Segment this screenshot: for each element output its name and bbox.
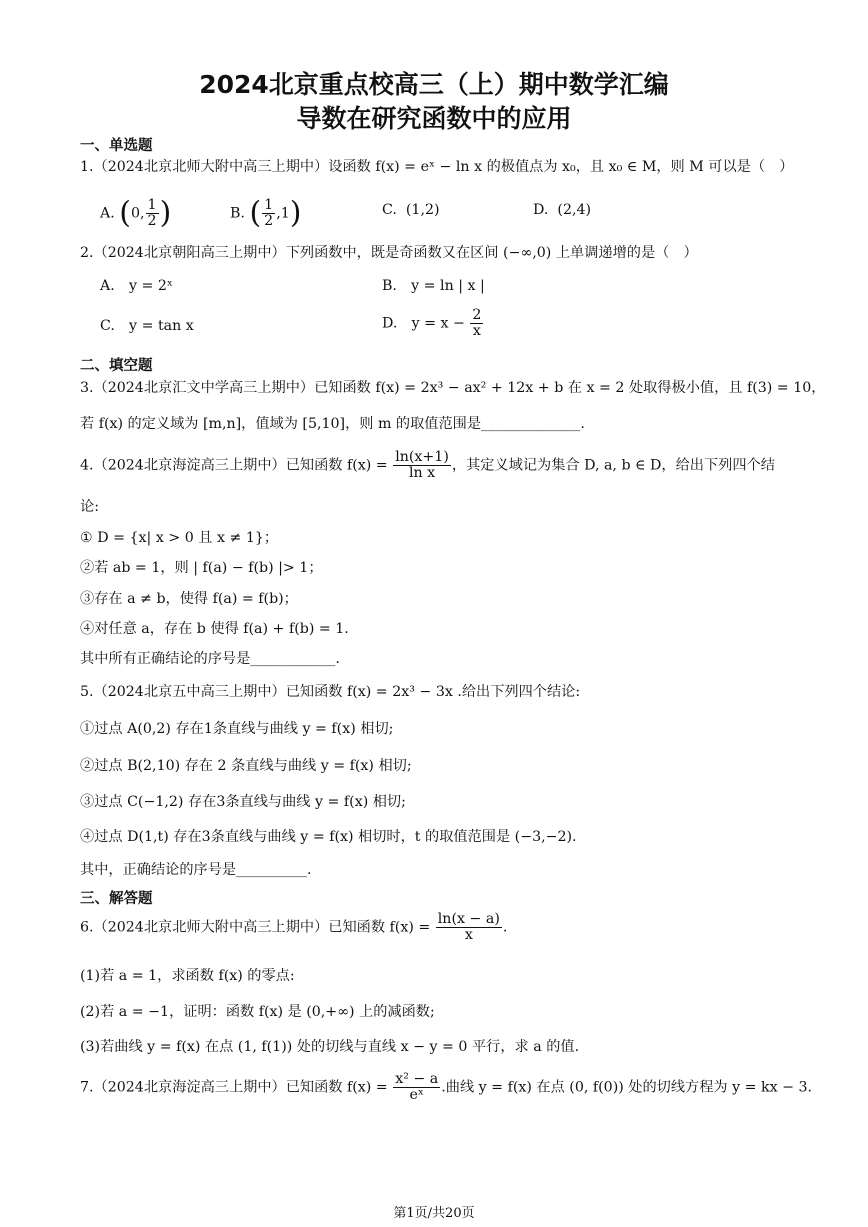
q2-option-a: A. y = 2ˣ bbox=[100, 278, 173, 294]
q5-stem: 5.（2024北京五中高三上期中）已知函数 f(x) = 2x³ − 3x .给出下列四个结论: bbox=[80, 684, 581, 700]
document-title: 2024北京重点校高三（上）期中数学汇编 bbox=[199, 70, 669, 99]
q4-item-1: ① D = {x| x > 0 且 x ≠ 1}； bbox=[80, 530, 279, 546]
q5-item-3: ③过点 C(−1,2) 存在3条直线与曲线 y = f(x) 相切; bbox=[80, 794, 406, 810]
q4-end: 其中所有正确结论的序号是____________. bbox=[80, 651, 340, 667]
q1-option-c: C. (1,2) bbox=[382, 202, 440, 218]
q6-stem: 6.（2024北京北师大附中高三上期中）已知函数 f(x) = $\frac{\ln(x - a)}{x}$ . bbox=[80, 911, 508, 943]
q1-option-a: A. (0, $\frac{1}{2}$ ) bbox=[100, 195, 172, 231]
q2-option-c: C. y = tan x bbox=[100, 318, 194, 334]
q7-stem: 7.（2024北京海淀高三上期中）已知函数 f(x) = $\frac{\text{x² − a}}{\text{eˣ}}$ .曲线 y = f(x) 在点 (0, f(0)) 处的切线方程为 y = kx − 3. bbox=[80, 1071, 813, 1103]
q6-part-3: (3)若曲线 y = f(x) 在点 (1, f(1)) 处的切线与直线 x − y = 0 平行，求 a 的值. bbox=[80, 1039, 580, 1055]
q3-line2: 若 f(x) 的定义域为 [m,n]，值域为 [5,10]，则 m 的取值范围是______________. bbox=[80, 416, 585, 432]
q4-item-4: ④对任意 a，存在 b 使得 f(a) + f(b) = 1. bbox=[80, 621, 349, 637]
document-subtitle: 导数在研究函数中的应用 bbox=[296, 104, 572, 133]
q2-option-d: D. y = x − $\frac{2}{x}$ bbox=[382, 307, 482, 339]
q4-stem: 4.（2024北京海淀高三上期中）已知函数 f(x) = $\frac{\ln(x+1)}{\text{ln x}}$ ，其定义域记为集合 D, a, b ∈ D，给出下列四个结 bbox=[80, 449, 775, 481]
q3-line1: 3.（2024北京汇文中学高三上期中）已知函数 f(x) = 2x³ − ax² + 12x + b 在 x = 2 处取得极小值，且 f(3) = 10， bbox=[80, 380, 826, 396]
q1-option-b: B. ( $\frac{1}{2}$ ,1) bbox=[230, 195, 302, 231]
q1-option-d: D. (2,4) bbox=[533, 202, 592, 218]
section-fill-blank: 二、填空题 bbox=[80, 358, 153, 374]
section-answer: 三、解答题 bbox=[80, 891, 153, 907]
q4-cont: 论: bbox=[80, 499, 99, 515]
page-number: 第1页/共20页 bbox=[393, 1206, 475, 1221]
section-single-choice: 一、单选题 bbox=[80, 138, 153, 154]
q2-option-b: B. y = ln | x | bbox=[382, 278, 485, 294]
q1-stem: 1.（2024北京北师大附中高三上期中）设函数 f(x) = eˣ − ln x 的极值点为 x₀，且 x₀ ∈ M，则 M 可以是（ ） bbox=[80, 159, 794, 175]
q4-item-3: ③存在 a ≠ b，使得 f(a) = f(b)； bbox=[80, 591, 298, 607]
q6-part-2: (2)若 a = −1，证明：函数 f(x) 是 (0,+∞) 上的减函数; bbox=[80, 1004, 435, 1020]
q5-item-1: ①过点 A(0,2) 存在1条直线与曲线 y = f(x) 相切; bbox=[80, 721, 394, 737]
q5-end: 其中，正确结论的序号是__________. bbox=[80, 862, 312, 878]
q2-stem: 2.（2024北京朝阳高三上期中）下列函数中，既是奇函数又在区间 (−∞,0) 上单调递增的是（ ） bbox=[80, 245, 698, 261]
q5-item-2: ②过点 B(2,10) 存在 2 条直线与曲线 y = f(x) 相切; bbox=[80, 758, 412, 774]
q5-item-4: ④过点 D(1,t) 存在3条直线与曲线 y = f(x) 相切时，t 的取值范围是 (−3,−2). bbox=[80, 829, 577, 845]
q6-part-1: (1)若 a = 1，求函数 f(x) 的零点: bbox=[80, 968, 295, 984]
q4-item-2: ②若 ab = 1，则 | f(a) − f(b) |> 1； bbox=[80, 560, 323, 576]
